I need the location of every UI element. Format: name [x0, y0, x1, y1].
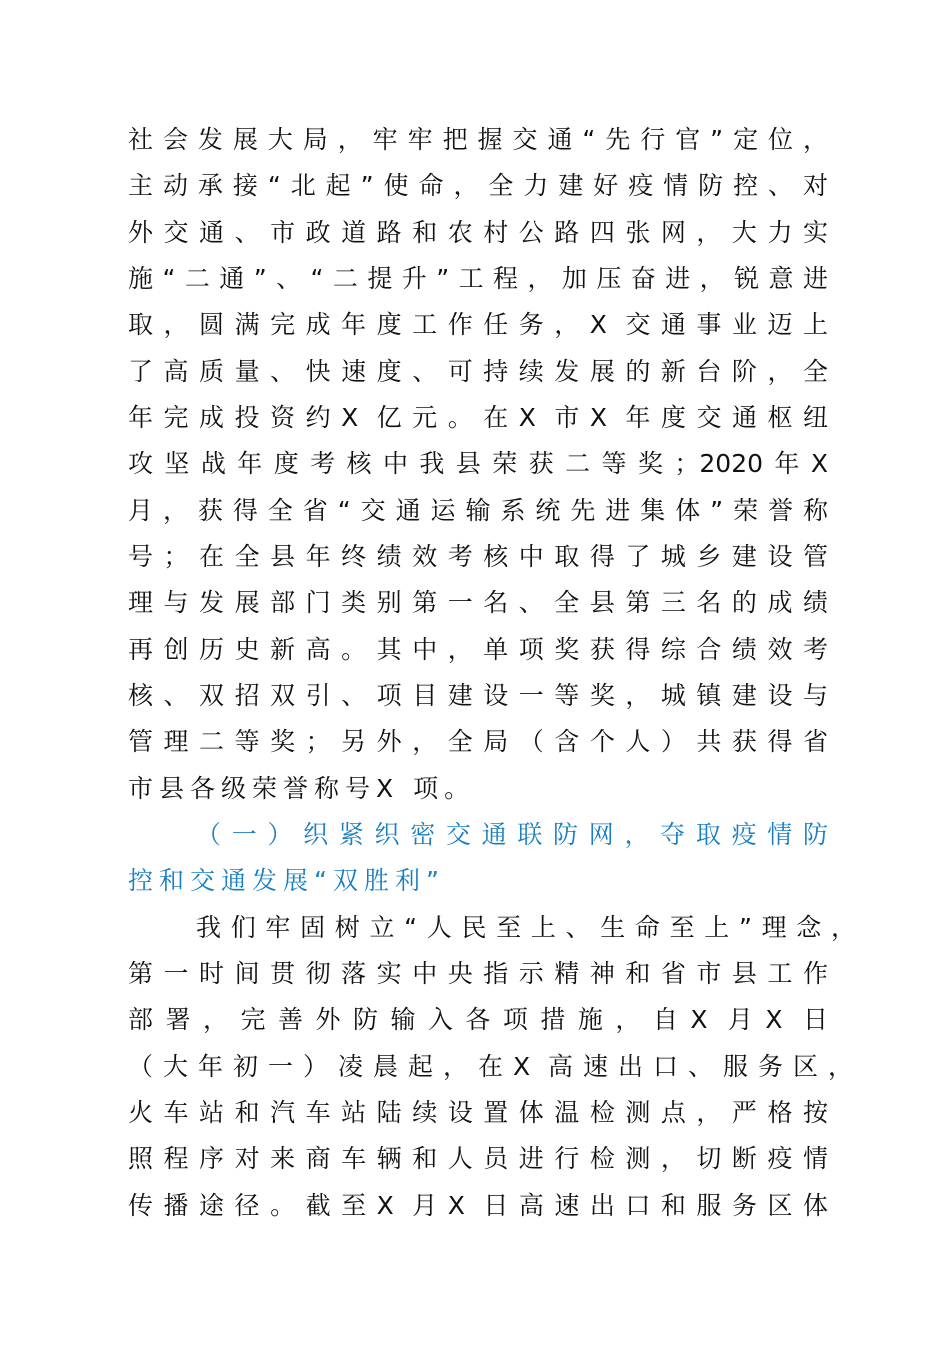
body-text-line: 管理二等奖；另外，全局（含个人）共获得省: [128, 727, 828, 756]
body-text-line: 施“二通”、“二提升”工程，加压奋进，锐意进: [128, 264, 828, 293]
section-heading: 控和交通发展“双胜利”: [128, 866, 445, 895]
body-text-line: 我们牢固树立“人民至上、生命至上”理念，: [196, 913, 856, 942]
body-text-line: 了高质量、快速度、可持续发展的新台阶，全: [128, 357, 828, 386]
body-text-line: 核、双招双引、项目建设一等奖，城镇建设与: [128, 681, 828, 710]
body-text-line: （大年初一）凌晨起，在X 高速出口、服务区，: [128, 1052, 853, 1081]
body-text-line: 攻坚战年度考核中我县荣获二等奖；2020年X: [128, 449, 828, 478]
body-text-line: 社会发展大局，牢牢把握交通“先行官”定位，: [128, 125, 828, 154]
body-text-line: 第一时间贯彻落实中央指示精神和省市县工作: [128, 959, 828, 988]
body-text-line: 年完成投资约X 亿元。在X 市X 年度交通枢纽: [128, 403, 828, 432]
body-text-line: 传播途径。截至X 月X 日高速出口和服务区体: [128, 1191, 828, 1220]
body-text-line: 再创历史新高。其中，单项奖获得综合绩效考: [128, 635, 828, 664]
body-text-line: 火车站和汽车站陆续设置体温检测点，严格按: [128, 1098, 828, 1127]
body-text-line: 照程序对来商车辆和人员进行检测，切断疫情: [128, 1144, 828, 1173]
body-text-line: 外交通、市政道路和农村公路四张网，大力实: [128, 218, 828, 247]
section-heading: （一）织紧织密交通联防网，夺取疫情防: [196, 820, 828, 849]
body-text-line: 月，获得全省“交通运输系统先进集体”荣誉称: [128, 496, 828, 525]
body-text-line: 市县各级荣誉称号X 项。: [128, 774, 476, 803]
body-text-line: 部署，完善外防输入各项措施，自X 月X 日: [128, 1005, 828, 1034]
body-text-line: 理与发展部门类别第一名、全县第三名的成绩: [128, 588, 828, 617]
body-text-line: 主动承接“北起”使命，全力建好疫情防控、对: [128, 171, 828, 200]
body-text-line: 号；在全县年终绩效考核中取得了城乡建设管: [128, 542, 828, 571]
body-text-line: 取，圆满完成年度工作任务，X 交通事业迈上: [128, 310, 828, 339]
